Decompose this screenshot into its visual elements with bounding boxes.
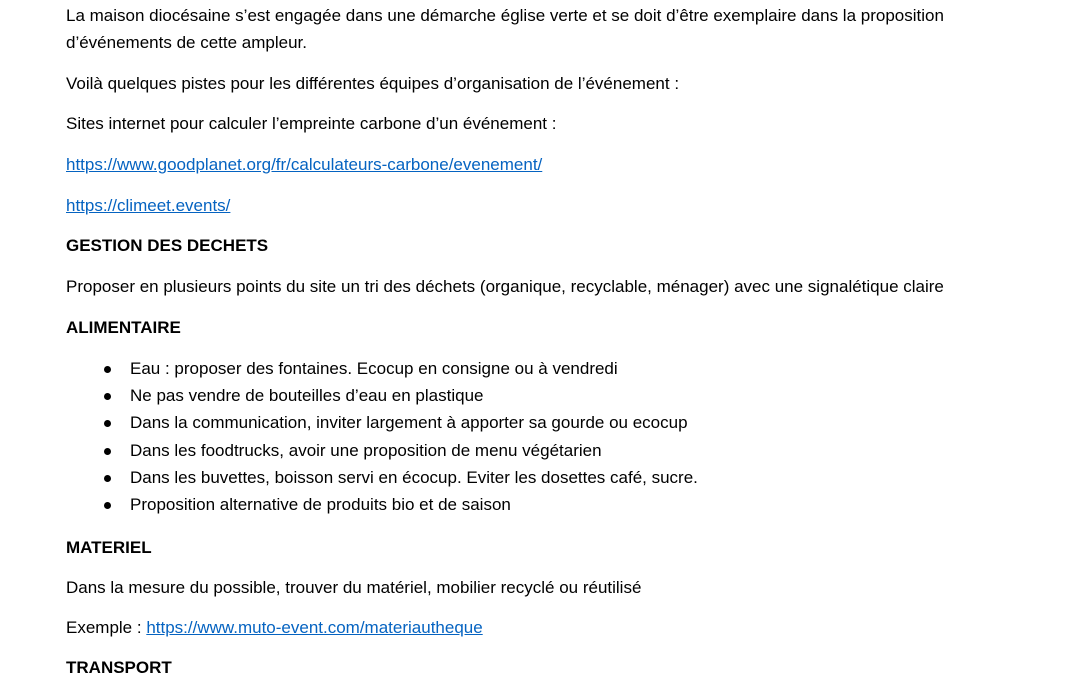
heading-alimentaire: ALIMENTAIRE <box>66 318 181 337</box>
muto-event-link[interactable]: https://www.muto-event.com/materiautheque <box>146 618 483 637</box>
bullet-icon <box>104 502 111 509</box>
list-item-text: Dans les buvettes, boisson servi en écocup. Eviter les dosettes café, sucre. <box>130 468 698 487</box>
bullet-icon <box>104 475 111 482</box>
dechets-paragraph: Proposer en plusieurs points du site un tri des déchets (organique, recyclable, ménager) avec une signalétique claire <box>66 277 944 296</box>
bullet-icon <box>104 420 111 427</box>
materiel-example-line <box>66 614 483 641</box>
list-item-text: Dans les foodtrucks, avoir une proposition de menu végétarien <box>130 441 602 460</box>
bullet-icon <box>104 366 111 373</box>
intro-paragraph-line-1: La maison diocésaine s’est engagée dans une démarche église verte et se doit d’être exemplaire dans la proposition <box>66 6 944 25</box>
pistes-paragraph: Voilà quelques pistes pour les différentes équipes d’organisation de l’événement : <box>66 74 680 93</box>
heading-transport: TRANSPORT <box>66 658 172 677</box>
carbon-sites-label: Sites internet pour calculer l’empreinte carbone d’un événement : <box>66 114 557 133</box>
goodplanet-link[interactable]: https://www.goodplanet.org/fr/calculateurs-carbone/evenement/ <box>66 155 543 174</box>
list-item-text: Eau : proposer des fontaines. Ecocup en consigne ou à vendredi <box>130 359 618 378</box>
goodplanet-link-line <box>66 151 542 178</box>
list-item-text: Proposition alternative de produits bio et de saison <box>130 495 511 514</box>
example-label: Exemple : <box>66 618 147 637</box>
climeet-link-line <box>66 192 230 219</box>
climeet-link[interactable]: https://climeet.events/ <box>66 196 231 215</box>
heading-gestion-dechets: GESTION DES DECHETS <box>66 236 269 255</box>
list-item-text: Ne pas vendre de bouteilles d’eau en plastique <box>130 386 484 405</box>
materiel-paragraph: Dans la mesure du possible, trouver du matériel, mobilier recyclé ou réutilisé <box>66 578 642 597</box>
intro-paragraph-line-2: d’événements de cette ampleur. <box>66 33 307 52</box>
bullet-icon <box>104 448 111 455</box>
heading-materiel: MATERIEL <box>66 538 152 557</box>
bullet-icon <box>104 393 111 400</box>
list-item-text: Dans la communication, inviter largement à apporter sa gourde ou ecocup <box>130 413 688 432</box>
